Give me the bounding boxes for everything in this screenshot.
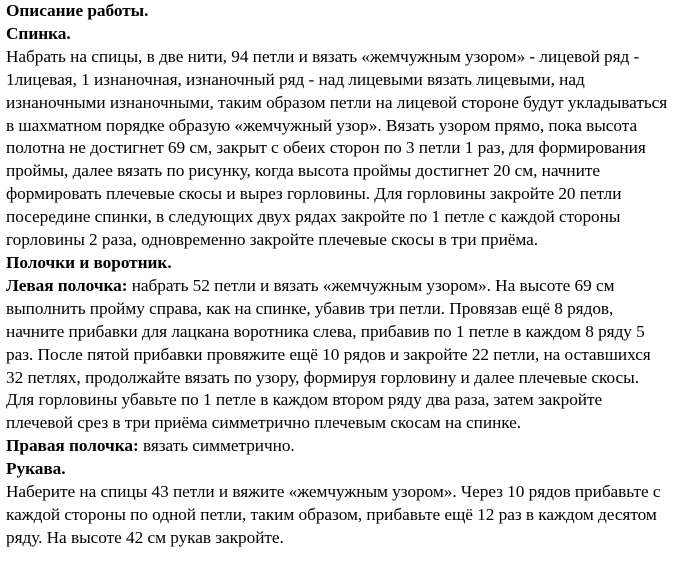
document-title: Описание работы. bbox=[6, 1, 149, 20]
paragraph-right-front bbox=[6, 435, 671, 458]
paragraph-text: Наберите на спицы 43 петли и вяжите «жемчужным узором». Через 10 рядов прибавьте с каждой стороны по одной петли, таким образом, прибавьте ещё 12 раз в каждом десятом ряду. На высоте 42 см рукав закройте. bbox=[6, 482, 661, 547]
section-heading-back: Спинка. bbox=[6, 23, 71, 43]
paragraph-sleeves bbox=[6, 481, 671, 550]
paragraph-text: Набрать на спицы, в две нити, 94 петли и вязать «жемчужным узором» - лицевой ряд - 1лицевая, 1 изнаночная, изнаночный ряд - над лицевыми вязать лицевыми, над изнаночными изнаночными, таким образом петли на лицевой стороне будут укладываться в шахматном порядке образую «жемчужный узор». Вязать узором прямо, пока высота полотна не достигнет 69 см, закрыт с обеих сторон по 3 петли 1 раз, для формирования проймы, далее вязать по рисунку, когда высота проймы достигнет 20 см, начните формировать плечевые скосы и вырез горловины. Для горловины закройте 20 петли посередине спинки, в следующих двух рядах закройте по 1 петле с каждой стороны горловины 2 раза, одновременно закройте плечевые скосы в три приёма. bbox=[6, 46, 668, 250]
paragraph-text: вязать симметрично. bbox=[138, 436, 295, 456]
paragraph-lead: Левая полочка: bbox=[6, 275, 128, 295]
paragraph-text: набрать 52 петли и вязать «жемчужным узором». На высоте 69 см выполнить пройму справа, как на спинке, убавив три петли. Провязав ещё 8 рядов, начните прибавки для лацкана воротника слева, прибавив по 1 петле в каждом 8 ряду 5 раз. После пятой прибавки провяжите ещё 10 рядов и закройте 22 петли, на оставшихся 32 петлях, продолжайте вязать по узору, формируя горловину и далее плечевые скосы. Для горловины убавьте по 1 петле в каждом втором ряду два раза, затем закройте плечевой срез в три приёма симметрично плечевым скосам на спинке. bbox=[6, 275, 651, 433]
paragraph-back bbox=[6, 46, 671, 252]
paragraph-lead: Правая полочка: bbox=[6, 436, 139, 456]
section-heading-sleeves: Рукава. bbox=[6, 459, 66, 479]
section-heading-fronts-collar: Полочки и воротник. bbox=[6, 252, 172, 272]
paragraph-left-front bbox=[6, 275, 671, 435]
